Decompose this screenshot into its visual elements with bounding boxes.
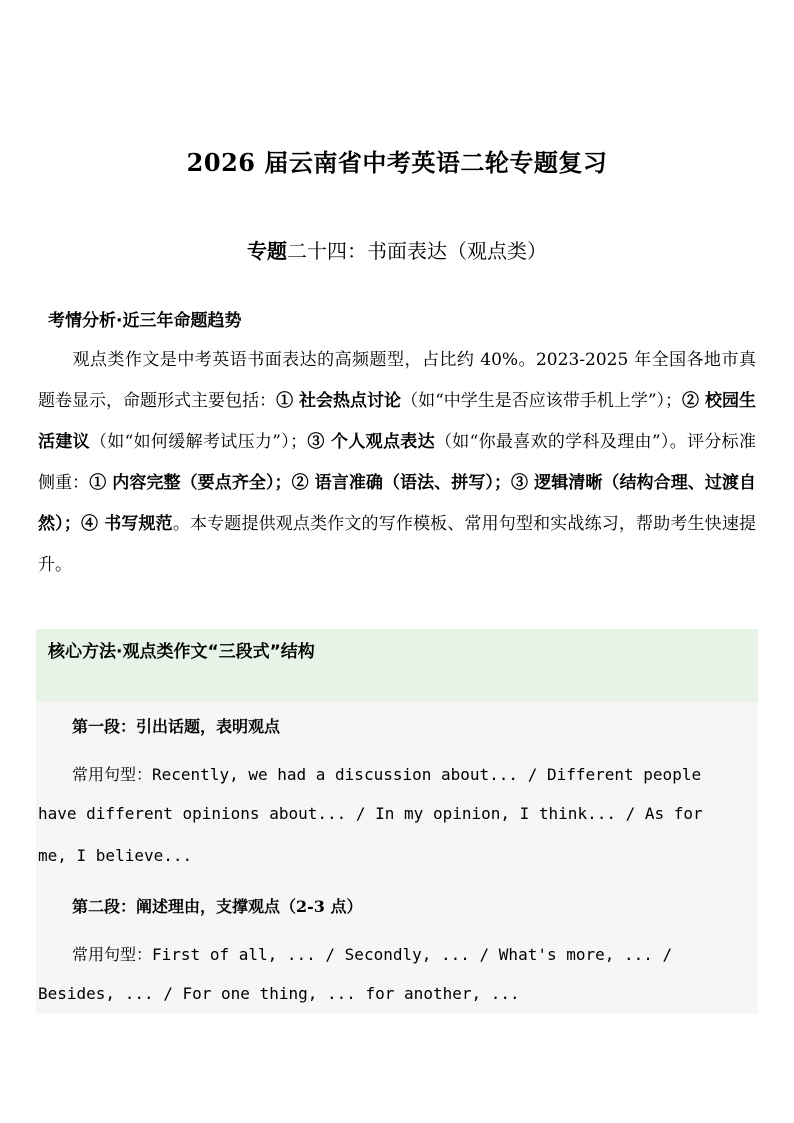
para1-line-3: me, I believe...: [38, 846, 193, 865]
analysis-paragraph: [38, 340, 756, 586]
document-title: 2026 届云南省中考英语二轮专题复习: [186, 148, 608, 177]
para1-line-2: have different opinions about... / In my opinion, I think... / As for: [38, 804, 703, 823]
analysis-text-3: （如“如何缓解考试压力”）；: [89, 432, 308, 452]
section-heading-method: 核心方法·观点类作文“三段式”结构: [48, 642, 315, 662]
para1-label: 常用句型：: [72, 765, 153, 784]
subtitle-bold: 专题: [247, 239, 287, 263]
method-content-box: [36, 702, 758, 1014]
analysis-text-4: （如“你最喜欢的学科及理由”）。评分标准侧重：: [38, 432, 756, 493]
analysis-bold-4: ① 内容完整（要点齐全）；② 语言准确（语法、拼写）；③ 逻辑清晰（结构合理、过渡自然）；④ 书写规范: [38, 473, 757, 534]
analysis-text-2: （如“中学生是否应该带手机上学”）；: [401, 391, 683, 411]
para1-title: 第一段：引出话题，表明观点: [72, 717, 281, 736]
para2-text-1: First of all, ... / Secondly, ... / What's more, ... /: [152, 945, 673, 964]
method-heading-box: [36, 629, 758, 702]
analysis-bold-2: ② 校园生活建议: [38, 391, 756, 452]
analysis-bold-3: ③ 个人观点表达: [307, 432, 435, 452]
section-heading-analysis: 考情分析·近三年命题趋势: [48, 311, 242, 331]
para2-line-1: [72, 942, 672, 965]
analysis-text-5: 。本专题提供观点类作文的写作模板、常用句型和实战练习，帮助考生快速提升。: [38, 514, 756, 575]
para1-line-1: [72, 762, 701, 785]
analysis-bold-1: ① 社会热点讨论: [276, 391, 402, 411]
subtitle-rest: 二十四：书面表达（观点类）: [287, 239, 547, 263]
analysis-text-1: 观点类作文是中考英语书面表达的高频题型，占比约 40%。2023-2025 年全国各地市真题卷显示，命题形式主要包括：: [38, 350, 756, 411]
para2-line-2: Besides, ... / For one thing, ... for another, ...: [38, 984, 520, 1003]
document-subtitle: [0, 235, 794, 264]
para1-text-1: Recently, we had a discussion about... / Different people: [152, 765, 702, 784]
para2-title: 第二段：阐述理由，支撑观点（2-3 点）: [72, 897, 363, 916]
para2-label: 常用句型：: [72, 945, 153, 964]
